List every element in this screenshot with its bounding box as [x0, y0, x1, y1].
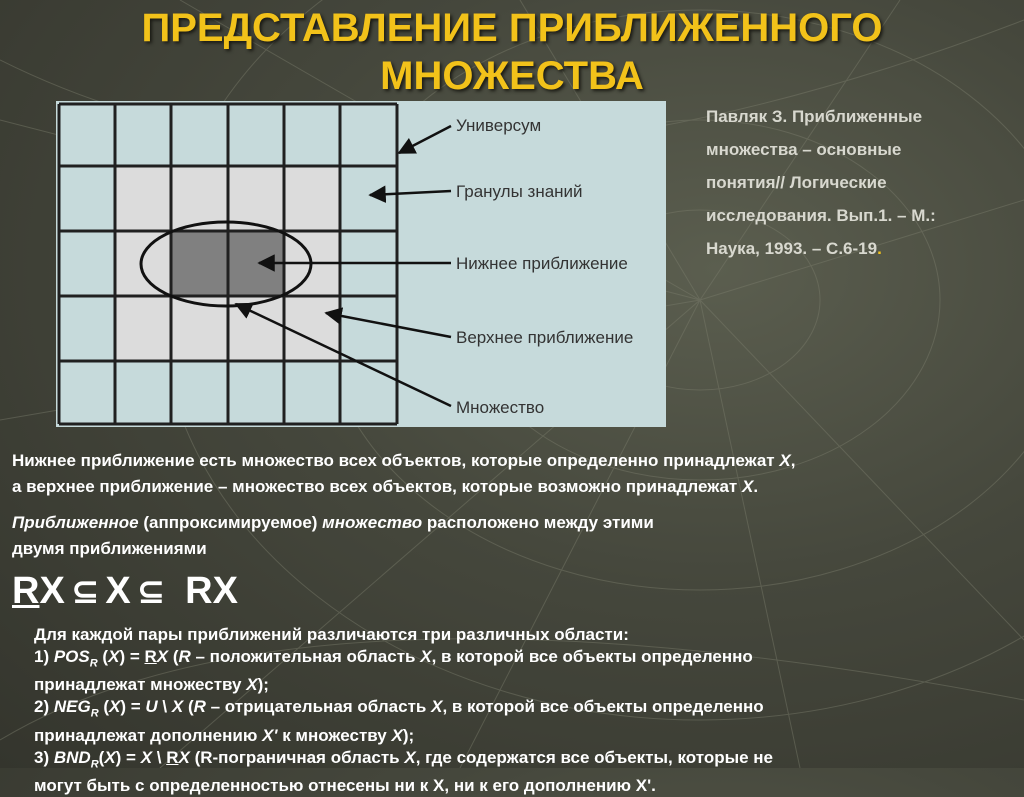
term-set: множество — [322, 513, 423, 532]
region-neg-line-2 — [34, 725, 773, 747]
var-x: X — [109, 697, 121, 717]
bnd-text: (R-пограничная область — [189, 747, 405, 767]
pos-text-end: , в которой все объекты определенно — [431, 647, 753, 666]
paren: ( — [97, 647, 109, 666]
slide-title — [0, 4, 1024, 100]
var-r: R — [178, 647, 191, 666]
reference-line-4: исследования. Вып.1. – М.: — [706, 206, 936, 225]
reference-line-5 — [706, 232, 1016, 265]
var-x: X — [779, 451, 791, 470]
var-x: X — [431, 697, 443, 717]
neg-text-2: принадлежат дополнению — [34, 725, 263, 745]
formula-x2: X — [105, 570, 131, 612]
var-x-prime: X' — [262, 725, 278, 745]
neg-text-end: , в которой все объекты определенно — [442, 697, 764, 717]
item-number: 2) — [34, 697, 54, 717]
pos-text-2: принадлежат множеству — [34, 675, 247, 695]
formula-x3: X — [212, 570, 238, 612]
title-line-2: МНОЖЕСТВА — [380, 54, 644, 98]
bnd-function: BND — [53, 747, 91, 767]
approx-set-line-1 — [12, 512, 654, 534]
neg-text-3: к множеству — [277, 725, 392, 745]
pos-text: – положительная область — [190, 647, 421, 666]
lower-r: R — [166, 747, 179, 767]
item-number: 1) — [34, 647, 54, 666]
var-x: X — [246, 675, 258, 695]
regions-list — [34, 624, 773, 797]
equals: ) = — [119, 647, 145, 666]
period: . — [753, 477, 759, 496]
reference-period: . — [877, 239, 882, 258]
equals: ) = — [115, 747, 141, 767]
subset-symbol-2: ⊆ — [136, 573, 166, 611]
term-approximate: Приближенное — [12, 513, 139, 532]
region-pos-line-1 — [34, 646, 773, 674]
var-x: X — [156, 647, 169, 666]
var-x: X — [178, 747, 190, 767]
lower-r: R — [144, 647, 157, 666]
sub-r: R — [90, 758, 99, 771]
sub-r: R — [90, 707, 99, 720]
formula-lower-r: R — [12, 570, 40, 612]
neg-function: NEG — [53, 697, 91, 717]
sub-r: R — [89, 657, 98, 670]
var-x: X — [140, 747, 153, 767]
region-bnd-line-1 — [34, 747, 773, 775]
reference-citation — [706, 100, 1016, 265]
formula-x1: X — [39, 570, 65, 612]
approximation-diagram — [56, 101, 666, 427]
var-x: X — [741, 477, 754, 496]
formula-upper-r: R — [185, 570, 213, 612]
approx-set-line-2: двумя приближениями — [12, 539, 207, 558]
reference-line-1: Павляк З. Приближенные — [706, 107, 923, 126]
reference-line-3: понятия// Логические — [706, 173, 887, 192]
var-x: X — [171, 697, 184, 717]
var-x: X — [404, 747, 416, 767]
reference-line-5-text: Наука, 1993. – С.6-19 — [706, 239, 878, 258]
close: ); — [402, 725, 415, 745]
region-pos-line-2 — [34, 674, 773, 696]
definition-text-1: Нижнее приближение есть множество всех объектов, которые определенно принадлежат — [12, 451, 780, 470]
subset-symbol-1: ⊆ — [70, 573, 100, 611]
neg-text: – отрицательная область — [205, 697, 432, 717]
term-approximated: (аппроксимируемое) — [138, 513, 323, 532]
label-universe: Универсум — [456, 116, 542, 135]
comma: , — [790, 451, 796, 470]
setminus: \ — [157, 697, 172, 717]
paren: ( — [98, 747, 105, 767]
paren: ( — [98, 697, 110, 717]
definition-text-2: а верхнее приближение – множество всех объектов, которые возможно принадлежат — [12, 477, 742, 496]
var-x: X — [391, 725, 403, 745]
region-bnd-line-2: могут быть с определенностью отнесены ни к X, ни к его дополнению X'. — [34, 776, 656, 796]
var-x: X — [104, 747, 116, 767]
setminus: \ — [152, 747, 167, 767]
paren: ( — [168, 647, 179, 666]
pos-function: POS — [53, 647, 90, 666]
approximation-formula — [12, 568, 238, 615]
var-r: R — [193, 697, 206, 717]
region-neg-line-1 — [34, 696, 773, 724]
var-u: U — [145, 697, 158, 717]
label-lower-approximation: Нижнее приближение — [456, 254, 628, 273]
definition-line-2 — [12, 476, 758, 498]
label-granules: Гранулы знаний — [456, 182, 583, 201]
definition-line-1 — [12, 450, 795, 472]
label-set: Множество — [456, 398, 545, 417]
equals: ) = — [120, 697, 146, 717]
paren: ( — [183, 697, 194, 717]
bnd-text-end: , где содержатся все объекты, которые не — [415, 747, 774, 767]
regions-intro: Для каждой пары приближений различаются три различных области: — [34, 625, 629, 644]
approx-set-text: расположено между этими — [422, 513, 654, 532]
var-x: X — [420, 647, 432, 666]
close: ); — [257, 675, 269, 695]
item-number: 3) — [34, 747, 54, 767]
diagram-svg — [56, 101, 666, 427]
title-line-1: ПРЕДСТАВЛЕНИЕ ПРИБЛИЖЕННОГО — [141, 6, 883, 50]
reference-line-2: множества – основные — [706, 140, 902, 159]
label-upper-approximation: Верхнее приближение — [456, 328, 634, 347]
var-x: X — [108, 647, 120, 666]
